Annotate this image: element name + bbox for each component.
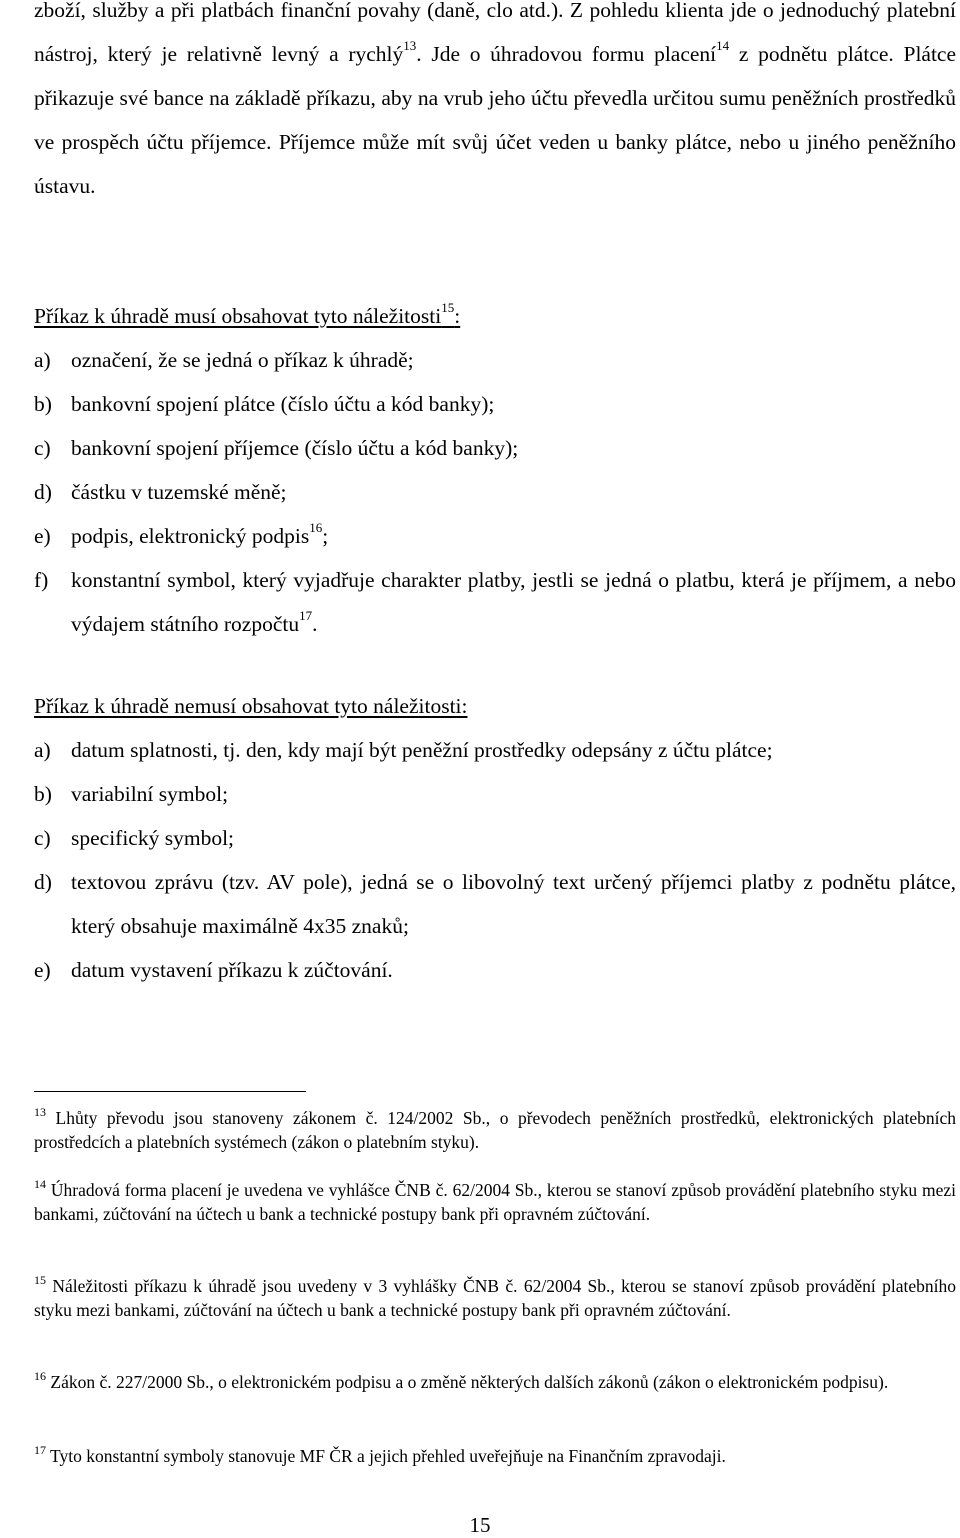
footnote-text: Úhradová forma placení je uvedena ve vyhlášce ČNB č. 62/2004 Sb., kterou se stanoví způsob provádění platebního styku mezi bankami, zúčtování na účtech u bank a technické postupy bank při opravném zúčtování. xyxy=(34,1180,956,1224)
list-item xyxy=(34,426,956,470)
list-item xyxy=(34,338,956,382)
list-item-text: částku v tuzemské měně; xyxy=(71,480,287,504)
footnote-ref-17: 17 xyxy=(299,608,313,623)
list-item-text: datum splatnosti, tj. den, kdy mají být peněžní prostředky odepsány z účtu plátce; xyxy=(71,738,773,762)
list-item-text: bankovní spojení příjemce (číslo účtu a kód banky); xyxy=(71,436,519,460)
list-marker: d) xyxy=(34,480,52,504)
footnote-separator xyxy=(34,1091,306,1092)
footnote-14 xyxy=(34,1178,956,1226)
optional-section xyxy=(34,684,956,992)
list-item-text: textovou zprávu (tzv. AV pole), jedná se o libovolný text určený příjemci platby z podnětu plátce, který obsahuje maximálně 4x35 znaků; xyxy=(71,870,956,938)
footnote-number: 14 xyxy=(34,1177,46,1191)
footnote-text: Lhůty převodu jsou stanoveny zákonem č. 124/2002 Sb., o převodech peněžních prostředků, elektronických platebních prostředcích a platebních systémech (zákon o platebním styku). xyxy=(34,1108,956,1152)
required-heading-colon: : xyxy=(454,304,461,328)
page-number: 15 xyxy=(469,1513,491,1537)
list-marker: c) xyxy=(34,436,51,460)
list-marker: b) xyxy=(34,782,52,806)
footnote-17 xyxy=(34,1444,956,1468)
footnote-ref-14: 14 xyxy=(716,38,730,53)
intro-text-1: zboží, služby a při platbách finanční povahy (daně, clo atd.). Z pohledu klienta jde o jednoduchý platební nástroj, který je relativně levný a rychlý xyxy=(34,0,956,66)
intro-text-3: z podnětu plátce. Plátce přikazuje své bance na základě příkazu, aby na vrub jeho účtu převedla určitou sumu peněžních prostředků ve prospěch účtu příjemce. Příjemce může mít svůj účet veden u banky plátce, nebo u jiného peněžního ústavu. xyxy=(34,42,957,198)
list-item xyxy=(34,382,956,426)
footnote-text: Zákon č. 227/2000 Sb., o elektronickém podpisu a o změně některých dalších zákonů (zákon o elektronickém podpisu). xyxy=(46,1372,889,1392)
footnote-text: Náležitosti příkazu k úhradě jsou uvedeny v 3 vyhlášky ČNB č. 62/2004 Sb., kterou se stanoví způsob provádění platebního styku mezi bankami, zúčtování na účtech u bank a technické postupy bank při opravném zúčtování. xyxy=(34,1276,956,1320)
intro-paragraph xyxy=(34,0,956,208)
list-item-text: specifický symbol; xyxy=(71,826,235,850)
required-list xyxy=(34,338,956,646)
list-item xyxy=(34,470,956,514)
required-heading xyxy=(34,294,956,338)
list-item-body: konstantní symbol, který vyjadřuje charakter platby, jestli se jedná o platbu, která je příjmem, a nebo výdajem státního rozpočtu xyxy=(71,568,956,636)
list-item-body: podpis, elektronický podpis xyxy=(71,524,310,548)
footnote-text: Tyto konstantní symboly stanovuje MF ČR a jejich přehled uveřejňuje na Finančním zpravodaji. xyxy=(46,1446,726,1466)
list-item-text xyxy=(71,558,956,646)
list-marker: d) xyxy=(34,870,52,894)
footnote-15 xyxy=(34,1274,956,1322)
footnote-number: 15 xyxy=(34,1273,46,1287)
footnote-13 xyxy=(34,1106,956,1154)
list-marker: b) xyxy=(34,392,52,416)
list-item xyxy=(34,558,956,646)
optional-heading: Příkaz k úhradě nemusí obsahovat tyto náležitosti: xyxy=(34,694,468,718)
list-item xyxy=(34,772,956,816)
footnote-number: 17 xyxy=(34,1443,46,1457)
required-section xyxy=(34,294,956,646)
list-item xyxy=(34,948,956,992)
list-item-text xyxy=(71,514,956,558)
footnote-ref-13: 13 xyxy=(403,38,417,53)
footnote-16 xyxy=(34,1370,956,1394)
list-item-text: variabilní symbol; xyxy=(71,782,229,806)
list-marker: a) xyxy=(34,738,51,762)
list-marker: a) xyxy=(34,348,51,372)
optional-list xyxy=(34,728,956,992)
footnote-number: 13 xyxy=(34,1105,46,1119)
footnote-ref-16: 16 xyxy=(309,520,323,535)
list-item-text: bankovní spojení plátce (číslo účtu a kód banky); xyxy=(71,392,495,416)
list-marker: e) xyxy=(34,958,51,982)
list-item xyxy=(34,860,956,948)
list-marker: e) xyxy=(34,524,51,548)
intro-block xyxy=(34,0,956,208)
list-item xyxy=(34,514,956,558)
list-item-text: označení, že se jedná o příkaz k úhradě; xyxy=(71,348,414,372)
list-marker: c) xyxy=(34,826,51,850)
intro-text-2: . Jde o úhradovou formu placení xyxy=(416,42,717,66)
list-item-text: datum vystavení příkazu k zúčtování. xyxy=(71,958,393,982)
required-heading-text: Příkaz k úhradě musí obsahovat tyto náležitosti xyxy=(34,304,442,328)
footnote-ref-15: 15 xyxy=(441,300,455,315)
list-item xyxy=(34,816,956,860)
list-item-suffix: . xyxy=(312,612,318,636)
list-marker: f) xyxy=(34,568,49,592)
list-item xyxy=(34,728,956,772)
footnote-number: 16 xyxy=(34,1369,46,1383)
list-item-suffix: ; xyxy=(322,524,329,548)
